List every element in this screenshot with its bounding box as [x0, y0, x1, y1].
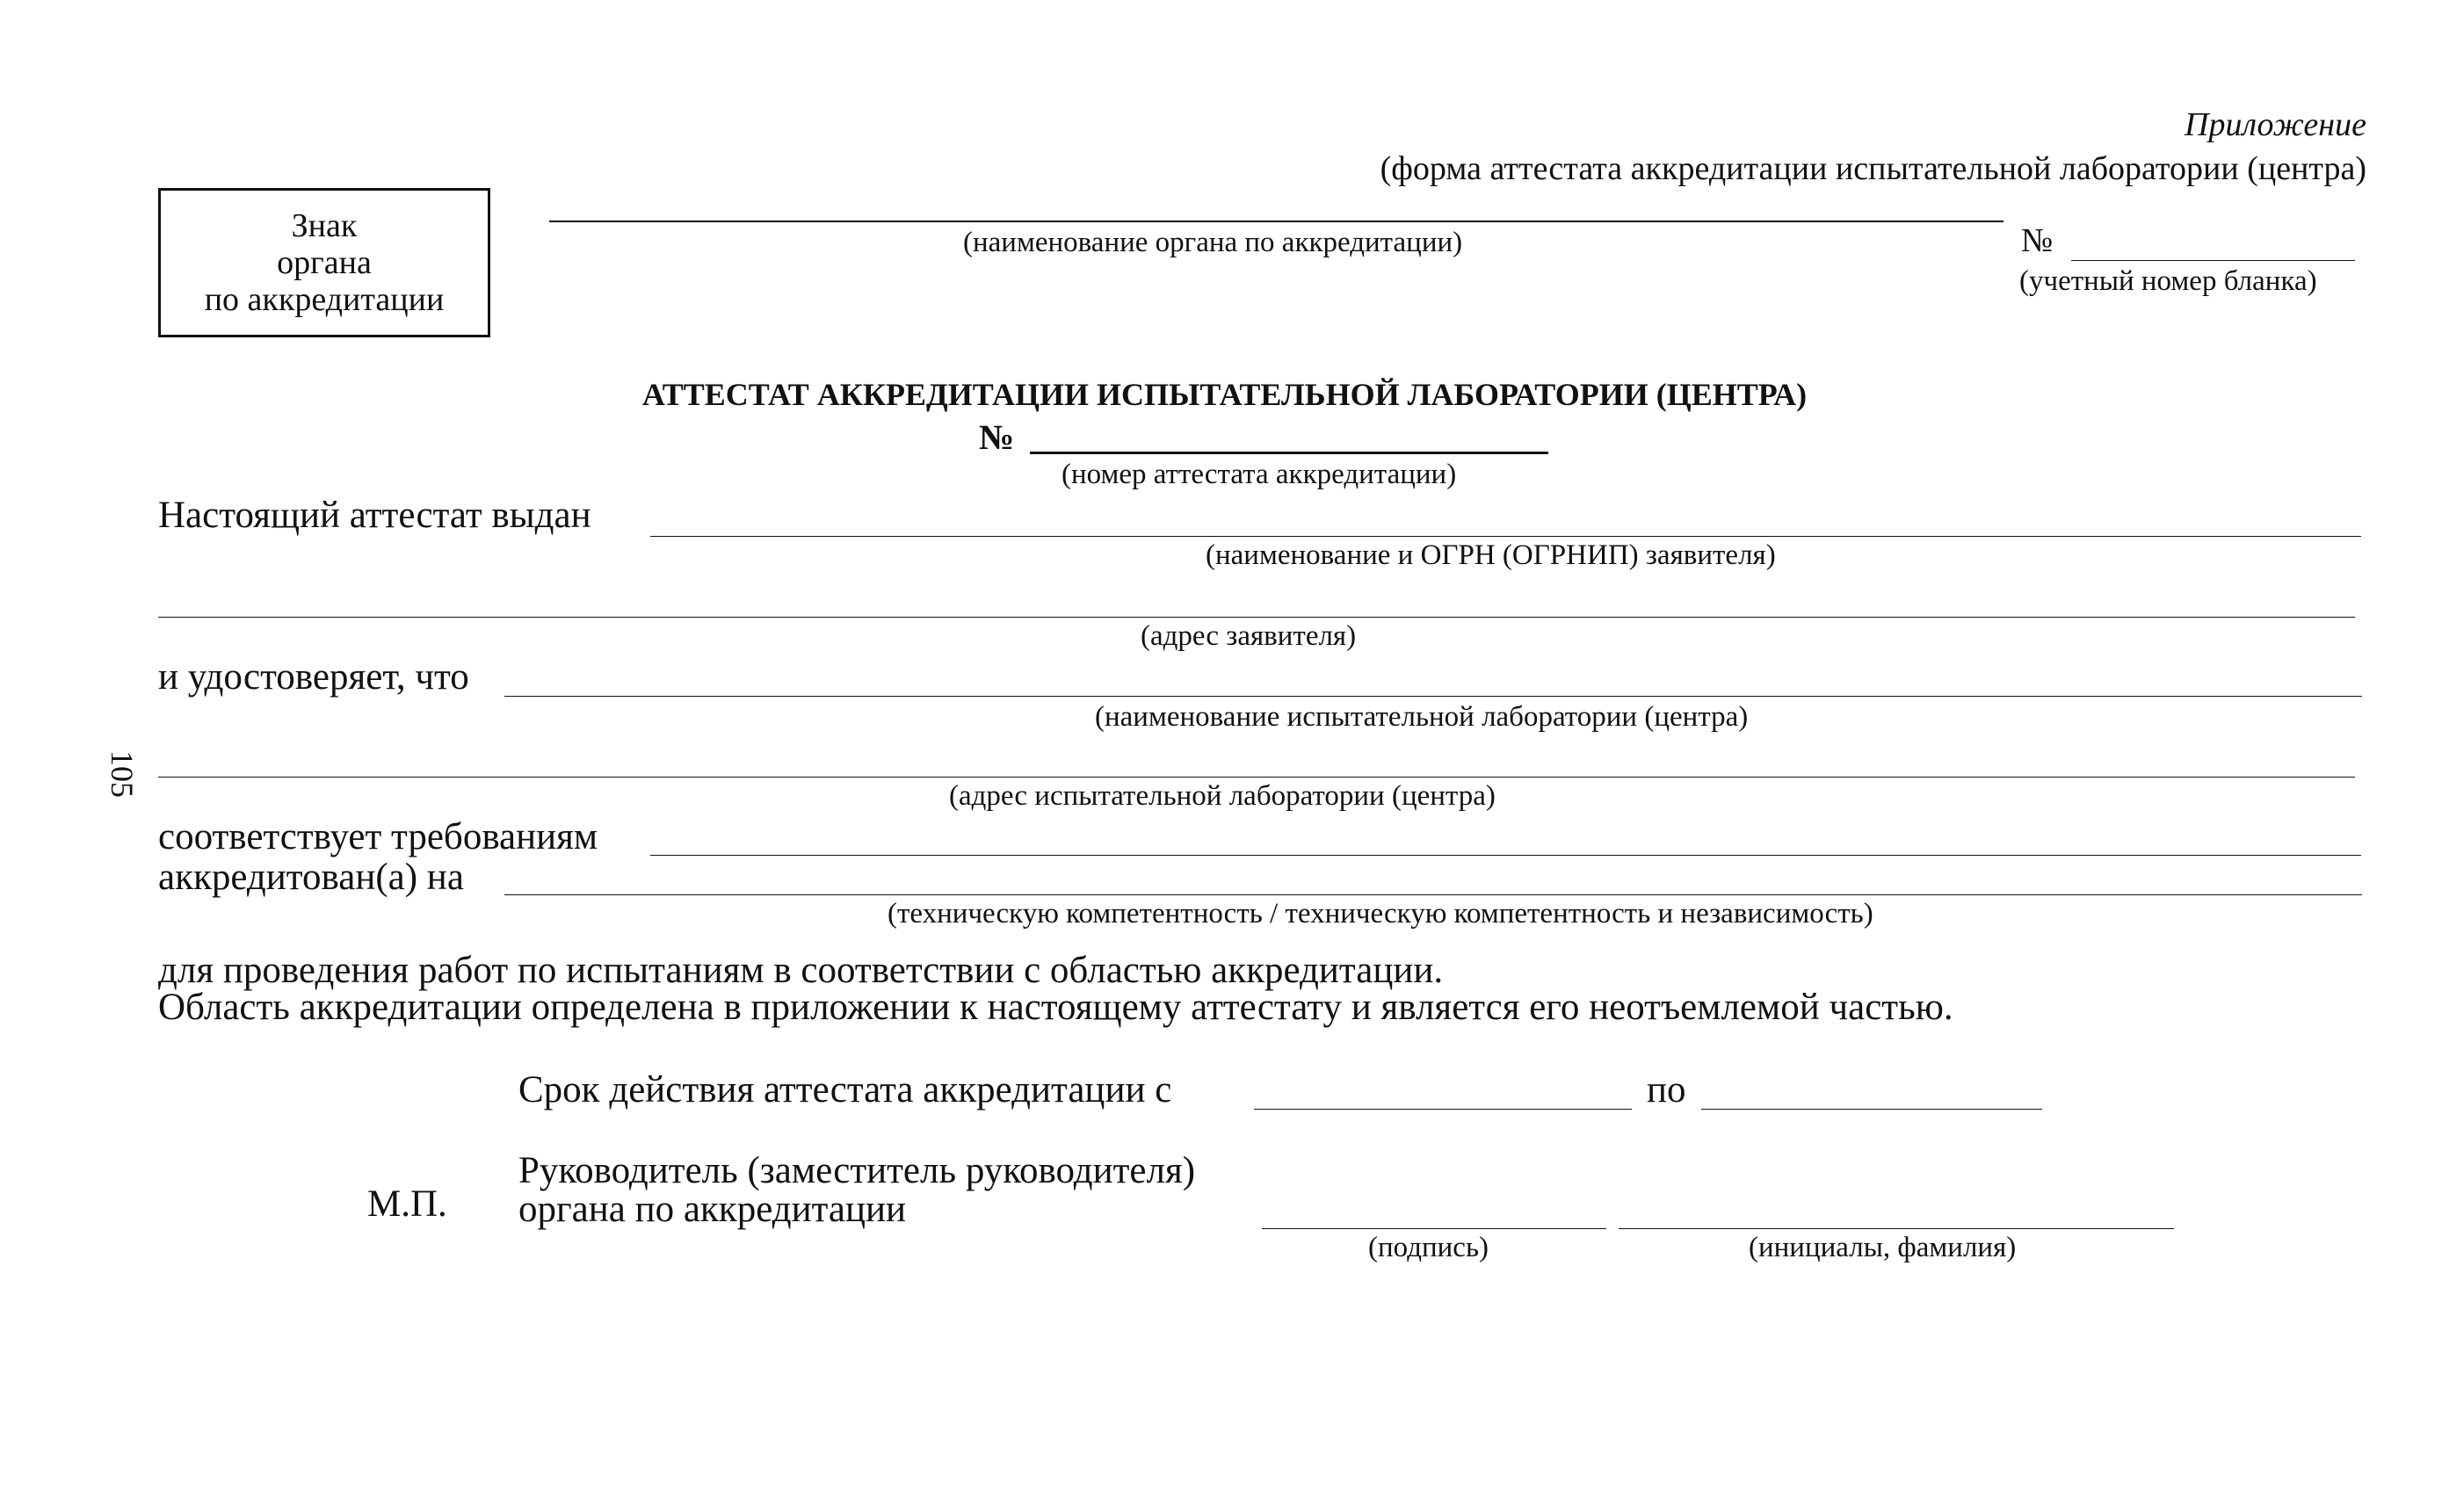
applicant-address-caption: (адрес заявителя)	[1141, 620, 1357, 652]
certifies-label: и удостоверяет, что	[158, 656, 469, 698]
head-role-line2: органа по аккредитации	[518, 1189, 907, 1230]
appendix-label: Приложение	[2185, 106, 2366, 143]
appendix-subtitle: (форма аттестата аккредитации испытательной лаборатории (центра)	[1380, 150, 2366, 187]
paragraph-line1: для проведения работ по испытаниям в соответствии с областью аккредитации.	[158, 950, 1444, 991]
validity-to-line	[1701, 1109, 2042, 1110]
sign-box-line2: органа	[277, 244, 372, 281]
lab-name-caption: (наименование испытательной лаборатории (центра)	[1095, 701, 1749, 733]
page-number: 105	[105, 750, 140, 798]
issued-to-label: Настоящий аттестат выдан	[158, 495, 591, 536]
validity-to-label: по	[1647, 1069, 1686, 1110]
accredited-for-line	[504, 894, 2362, 895]
cert-number-prefix: №	[979, 417, 1015, 457]
authority-name-caption: (наименование органа по аккредитации)	[963, 227, 1463, 258]
name-caption: (инициалы, фамилия)	[1749, 1232, 2017, 1263]
name-line	[1619, 1228, 2174, 1229]
signature-caption: (подпись)	[1368, 1232, 1489, 1263]
complies-line	[650, 855, 2361, 856]
lab-address-caption: (адрес испытательной лаборатории (центра)	[949, 780, 1496, 812]
validity-from-line	[1254, 1109, 1632, 1110]
blank-number-line	[2071, 260, 2355, 261]
issued-to-line	[650, 536, 2361, 537]
cert-number-line	[1030, 452, 1548, 454]
head-role-line1: Руководитель (заместитель руководителя)	[518, 1150, 1196, 1191]
lab-address-line	[158, 777, 2355, 778]
authority-name-line	[549, 221, 2003, 222]
blank-number-prefix: №	[2021, 222, 2054, 259]
sign-box-line1: Знак	[291, 207, 358, 244]
blank-number-caption: (учетный номер бланка)	[2019, 265, 2317, 297]
stamp-place-label: М.П.	[367, 1183, 447, 1225]
cert-number-caption: (номер аттестата аккредитации)	[1061, 459, 1457, 490]
validity-label: Срок действия аттестата аккредитации с	[518, 1069, 1172, 1110]
sign-box-line3: по аккредитации	[204, 281, 445, 318]
paragraph-line2: Область аккредитации определена в приложении к настоящему аттестату и является его неотъемлемой частью.	[158, 987, 1953, 1028]
lab-name-line	[504, 696, 2362, 697]
document-title: АТТЕСТАТ АККРЕДИТАЦИИ ИСПЫТАТЕЛЬНОЙ ЛАБОРАТОРИИ (ЦЕНТРА)	[641, 377, 1808, 412]
accredited-for-label: аккредитован(а) на	[158, 857, 464, 898]
signature-line	[1262, 1228, 1606, 1229]
complies-label: соответствует требованиям	[158, 816, 598, 857]
accredited-for-caption: (техническую компетентность / техническую компетентность и независимость)	[888, 898, 1873, 930]
accreditation-body-sign-box	[158, 188, 490, 337]
applicant-address-line	[158, 617, 2355, 618]
issued-to-caption: (наименование и ОГРН (ОГРНИП) заявителя)	[1206, 539, 1776, 571]
